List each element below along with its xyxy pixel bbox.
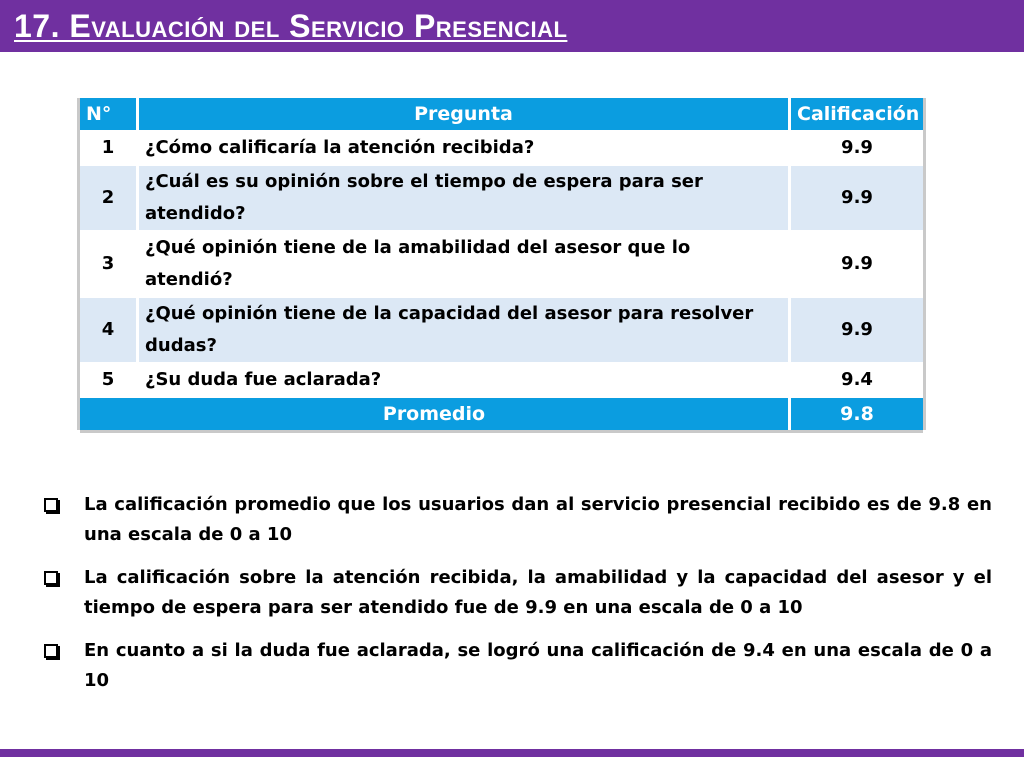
row-score: 9.9 bbox=[791, 166, 923, 232]
row-number: 2 bbox=[80, 166, 139, 232]
row-question: ¿Cómo calificaría la atención recibida? bbox=[139, 132, 791, 166]
bullet-item bbox=[40, 636, 992, 696]
table-row bbox=[80, 166, 923, 232]
table-row bbox=[80, 364, 923, 398]
table-row bbox=[80, 232, 923, 298]
evaluation-table bbox=[80, 98, 923, 430]
column-header-score: Calificación bbox=[791, 98, 923, 132]
slide-title: 17. Evaluación del Servicio Presencial bbox=[14, 8, 568, 44]
table-header-row bbox=[80, 98, 923, 132]
table-row bbox=[80, 132, 923, 166]
row-number: 4 bbox=[80, 298, 139, 364]
checkbox-bullet-icon bbox=[40, 490, 84, 520]
row-question: ¿Su duda fue aclarada? bbox=[139, 364, 791, 398]
row-question: ¿Qué opinión tiene de la amabilidad del asesor que lo atendió? bbox=[139, 232, 791, 298]
checkbox-bullet-icon bbox=[40, 563, 84, 593]
checkbox-bullet-icon bbox=[40, 636, 84, 666]
row-score: 9.4 bbox=[791, 364, 923, 398]
column-header-number: N° bbox=[80, 98, 139, 132]
bullet-text: La calificación sobre la atención recibida, la amabilidad y la capacidad del asesor y el tiempo de espera para ser atendido fue de 9.9 en una escala de 0 a 10 bbox=[84, 567, 992, 618]
bullet-item bbox=[40, 490, 992, 550]
title-bar bbox=[0, 0, 1024, 52]
row-number: 5 bbox=[80, 364, 139, 398]
table-shadow-left bbox=[77, 98, 80, 430]
table-row bbox=[80, 298, 923, 364]
table-shadow-right bbox=[923, 98, 926, 430]
column-header-question: Pregunta bbox=[139, 98, 791, 132]
summary-bullets bbox=[40, 490, 992, 709]
row-question: ¿Qué opinión tiene de la capacidad del asesor para resolver dudas? bbox=[139, 298, 791, 364]
average-value: 9.8 bbox=[791, 398, 923, 430]
average-label: Promedio bbox=[80, 398, 791, 430]
row-question: ¿Cuál es su opinión sobre el tiempo de espera para ser atendido? bbox=[139, 166, 791, 232]
row-score: 9.9 bbox=[791, 298, 923, 364]
bullet-item bbox=[40, 563, 992, 623]
average-row bbox=[80, 398, 923, 430]
row-number: 1 bbox=[80, 132, 139, 166]
table-shadow-bottom bbox=[80, 430, 923, 433]
row-score: 9.9 bbox=[791, 232, 923, 298]
row-number: 3 bbox=[80, 232, 139, 298]
footer-bar bbox=[0, 749, 1024, 757]
row-score: 9.9 bbox=[791, 132, 923, 166]
bullet-text: En cuanto a si la duda fue aclarada, se logró una calificación de 9.4 en una escala de 0 a 10 bbox=[84, 640, 992, 691]
evaluation-table-container bbox=[80, 98, 923, 430]
bullet-text: La calificación promedio que los usuarios dan al servicio presencial recibido es de 9.8 en una escala de 0 a 10 bbox=[84, 494, 992, 545]
